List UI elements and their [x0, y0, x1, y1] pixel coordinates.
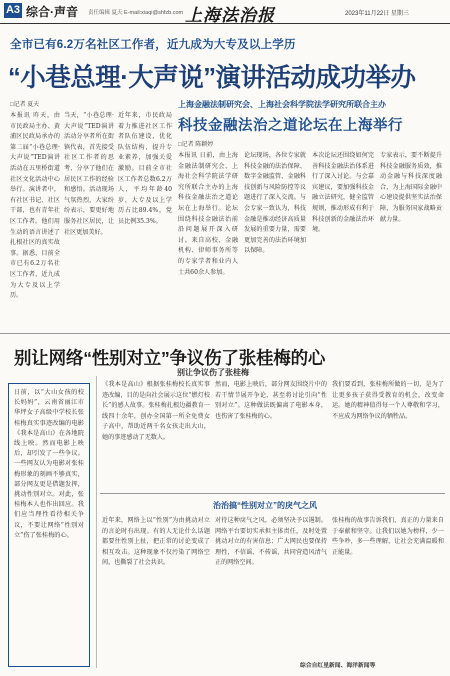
article-2-column-1: 近年来，网络上以“性别”为由挑动对立的言论时有出现。有的人无论什么话题都要往性别上扯，把正常的讨论变成了相互攻击。这种现象不仅污染了网络空间，也撕裂了社会共识。	[102, 517, 210, 567]
top-story-column-2: 当天，“小巷总理·大声说”TED演讲活动分享者所在街镇代表，首先接受社区工作者的思考，分享了他们在居民区工作的经验和感悟。活动现场气氛热烈，大家纷纷表示，要更好地服务社区居民，让社区更加美好。	[64, 112, 114, 236]
article-1-column-3: 我们要看到，张桂梅所做的一切，是为了让更多孩子获得受教育的机会，改变命运。她的精神值得每一个人尊敬和学习，不应成为网络争议的牺牲品。	[332, 381, 444, 420]
section-divider	[0, 333, 450, 334]
sub-story-column-4: 专家表示，要不断提升科技金融服务质效，推动金融与科技深度融合，为上海国际金融中心建设提供坚实法治保障，为服务国家战略贡献力量。	[380, 152, 442, 223]
page-number: A3	[5, 4, 21, 16]
article-1-headline: 别让争议伤了张桂梅	[177, 368, 249, 377]
sub-story-column-1: 本报讯 日前，由上海金融法制研究会、上海社会科学院法学研究所联合主办的上海科技金融法治之道论坛在上海举行。论坛围绕科技金融法治前沿问题展开深入研讨。来自高校、金融机构、律师事务所等的专家学者和业内人士共60余人参加。	[178, 152, 238, 276]
article-2-column-3: 张桂梅的故事告诉我们，真正的力量来自于奉献和坚守。让我们以她为榜样，少一些争吵，多一些理解，让社会充满温暖和正能量。	[332, 517, 444, 556]
article-source-credit: 综合自红星新闻、海洋新闻等	[300, 663, 376, 669]
issue-date: 2023年11月22日 星期三	[345, 11, 409, 17]
top-story-column-1: 本报讯 昨天，由市民政局主办、黄浦区民政局承办的第二届“小巷总理·大声说”TED演讲活动在五里桥街道社区文化活动中心举行。演讲者中，有社区书记、社区干部，也有青年社区工作者。他们用生动的语言讲述了扎根社区的真实故事。据悉，目前全市已有6.2万名社区工作者，近九成为大专及以上学历。	[10, 112, 60, 300]
summary-text: 日前，以“大山女孩的校长妈妈”，云南省丽江市华坪女子高级中学校长张桂梅真实事迹改编的电影《我本是高山》在各地院线上映。然而电影上映后，却引发了一些争议。一些网友认为电影对张桂梅形象的刻画不够真实，部分网友更是借题发挥，挑动性别对立。对此，张桂梅本人也作出回应。我们应当理性看待相关争议，不要让网络“性别对立”伤了张桂梅的心。	[14, 389, 84, 539]
article-2-headline: 治治搞“性别对立”的戾气之风	[213, 501, 317, 510]
top-story-byline: □记者 夏天	[10, 102, 40, 108]
top-story-kicker: 全市已有6.2万名社区工作者，近九成为大专及以上学历	[10, 39, 296, 51]
sub-story-column-3: 本次论坛还围绕如何完善科技金融法治体系进行了深入讨论。与会嘉宾建议，要加强科技金融立法研究，健全监管规则，推动形成有利于科技创新的金融法治环境。	[312, 152, 374, 234]
article-divider	[100, 493, 445, 494]
page-header	[0, 0, 450, 24]
top-story-column-3: 近年来，市民政局着力推进社区工作者队伍建设，优化队伍结构，提升专业素养，加强关爱激励。目前全市社区工作者总数6.2万人，平均年龄40岁，大专及以上学历占比89.4%，党员比例35.3%。	[118, 112, 172, 225]
article-2-column-2: 对待这种戾气之风，必须坚决予以遏制。网络平台要切实承担主体责任，及时处置挑动对立的有害信息；广大网民也要保持理性，不信谣、不传谣，共同营造风清气正的网络空间。	[215, 517, 327, 567]
editor-credit: 责任编辑 夏天 E-mail:xiaqi@shfzb.com	[88, 10, 184, 16]
top-story-headline: “小巷总理·大声说”演讲活动成功举办	[8, 64, 416, 92]
sub-story-byline: □记者 陈颖婷	[178, 142, 214, 148]
newspaper-masthead: 上海法治报	[185, 6, 275, 26]
lower-story-headline: 别让网络“性别对立”争议伤了张桂梅的心	[14, 348, 326, 368]
sub-story-headline: 科技金融法治之道论坛在上海举行	[178, 118, 403, 134]
lower-story-summary-box	[8, 383, 90, 667]
column-rule	[96, 376, 97, 668]
sub-story-kicker: 上海金融法制研究会、上海社会科学院法学研究所联合主办	[178, 100, 386, 109]
article-1-column-2: 然而，电影上映后，部分网友围绕片中的若干情节展开争论，甚至将讨论引向“性别对立”。这种做法既偏离了电影本身，也伤害了张桂梅的心。	[215, 381, 327, 420]
article-1-column-1: 《我本是高山》根据张桂梅校长真实事迹改编，目的是向社会展示这位“燃灯校长”的感人故事。张桂梅扎根边疆教育一线四十余年，创办全国第一所全免费女子高中，帮助近两千名女孩走出大山，她的事迹感动了无数人。	[102, 381, 210, 441]
sub-story-column-2: 论坛现场，各位专家就科技金融的法治保障、数字金融监管、金融科技创新与风险防控等议题进行了深入交流。与会专家一致认为，科技金融是推动经济高质量发展的重要力量，需要更加完善的法治环境加以保障。	[244, 152, 306, 255]
section-title: 综合·声音	[26, 5, 78, 19]
